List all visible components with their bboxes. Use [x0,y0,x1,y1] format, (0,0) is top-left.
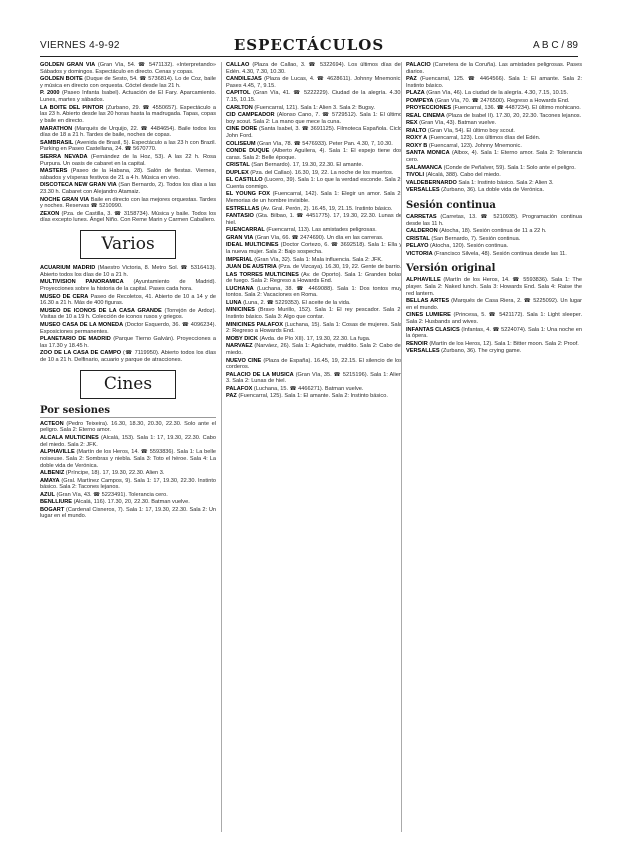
listing-name: MASTERS [40,168,68,175]
listing-name: GOLDEN GRAN VIA [40,62,96,68]
listing-name: CALLAO [226,62,250,68]
listing-entry [226,386,402,393]
listing-details: (Plaza de Lucas, 4. ☎ 4628611). Johnny Mnemonic. Pases 4.45, 7, 9.15. [226,76,402,89]
listing-details: (Atocha, 120). Sesión continua. [428,243,509,250]
listing-entry [406,214,582,227]
listing-entry [226,170,402,177]
listing-entry [40,279,216,292]
listing-entry [40,105,216,125]
listing-details: (Gran Vía, 41. ☎ 5222229). Ciudad de la alegría. 4.30, 7.15, 10.15. [226,90,402,104]
listing-details: (Av. de Oporto). Sala 1: Grandes bolas de fuego. Sala 2: Regreso a Howards End. [226,271,402,285]
listing-details: (Luchana, 38. ☎ 4469088). Sala 1: Dos tontos muy tontos. Sala 2: Vacaciones en Roma. [226,285,402,299]
listing-name: INFANTAS CLASICS [406,326,460,333]
listing-entry [226,393,402,400]
listing-name: MUSEO DE ICONOS DE LA CASA GRANDE [40,307,162,314]
listing-name: ROXY B [406,142,428,149]
listing-details: (Gran Vía, 32). Sala 1: Mala influencia. Sala 2: JFK. [252,256,383,263]
listing-entry [40,421,216,434]
listing-name: CID CAMPEADOR [226,112,275,119]
listing-entry [406,298,582,311]
listing-name: PROYECCIONES [406,105,452,112]
listing-entry [406,76,582,89]
listing-name: GRAN VIA [226,234,254,241]
listing-name: TIVOLI [406,172,425,179]
listing-details: (Marqués de Casa Riera, 2. ☎ 5225092). Un lugar en el mundo. [406,298,582,311]
listing-name: REX [406,120,418,127]
listing-name: SANTA MONICA [406,150,450,157]
listing-entry [40,470,216,477]
column-3 [401,62,582,832]
listing-entry [226,62,402,75]
listing-details: (Fuencarral, 125). Sala 1: El amante. Sala 2: Instinto básico. [236,393,388,400]
listing-details: (Parque Tierno Galván). Proyecciones a las 17.30 y 18.45 h. [40,336,216,349]
listing-name: SALAMANCA [406,164,443,171]
listing-entry [40,435,216,448]
listing-details: (San Bernardo). 17, 19.30, 22.30. El amante. [249,162,364,169]
listing-details: (Martín de los Heros, 14. ☎ 5593836). Sala 1: La belle noiseuse. Sala 2: Sombras y niebla. Sala 3: Toto el héroe. Sala 4: La doble vida de Verónica. [40,449,216,469]
listing-entry [40,168,216,181]
listing-name: VERSALLES [406,187,440,194]
listing-name: FANTASIO [226,213,254,220]
listing-details: Baile en directo con las mejores orquestas. Tardes y noches. Reservas ☎ 5210990. [40,196,216,210]
listing-name: MARATHON [40,125,73,132]
listing-name: RIALTO [406,127,427,134]
listing-entry [40,294,216,307]
listing-details: (Pza. del Callao). 16.30, 19, 22. La noche de los muertos. [248,169,394,176]
listing-entry [406,312,582,325]
listing-details: (Gran Vía, 43. ☎ 5223491). Tolerancia cero. [54,491,168,498]
listing-details: (Gran Vía, 70. ☎ 2476500). Regreso a Howards End. [433,97,570,104]
listing-entry [40,154,216,167]
listing-entry [40,140,216,153]
listing-entry [40,336,216,349]
listing-details: (Infantas, 4. ☎ 5224074). Sala 1: Una noche en la ópera. [406,326,582,340]
listing-name: MINICINES PALAFOX [226,321,283,328]
listing-entry [226,343,402,356]
version-original-heading: Versión original [406,263,496,275]
listing-details: (Fuencarral, 123). Los últimos días del Edén. [427,135,541,142]
listing-name: ROXY A [406,135,428,142]
listing-name: MULTIVISION PANORAMICA [40,279,124,286]
header-date: VIERNES 4-9-92 [40,40,120,51]
listing-name: CRISTAL [406,235,430,242]
listing-name: ZEXON [40,210,60,217]
listing-entry [406,128,582,135]
listing-name: NARVAEZ [226,343,253,350]
listing-name: LUCHANA [226,285,254,292]
listing-entry [226,322,402,335]
listing-entry [226,162,402,169]
listing-entry [406,341,582,348]
listing-name: GOLDEN BOITE [40,76,83,83]
listing-entry [40,76,216,89]
column-1 [40,62,216,832]
listing-details: (Maestro Victoria, 8. Metro Sol. ☎ 5316413). Abierto todos los días de 10 a 21 h. [40,265,216,278]
page-number: A B C / 89 [532,40,578,51]
listing-name: PLAZA [406,90,425,97]
listing-name: SAMBRASIL [40,139,74,146]
listing-entry [226,227,402,234]
listing-name: AMAYA [40,477,60,484]
listing-details: (Alberto Aguilera, 4). Sala 1: El espejo tiene dos caras. Sala 2: Belle époque. [226,148,402,161]
listing-entry [406,348,582,355]
listing-details: (Princesa, 5. ☎ 5421172). Sala 1: Light sleeper. Sala 2: Husbands and wives. [406,312,582,326]
listing-details: (Alonso Cano, 7. ☎ 5729512). Sala 1: El último boy scout. Sala 2: La mano que mece la cuna. [226,112,402,125]
listing-details: (Fuencarral, 121). Sala 1: Alien 3. Sala 2: Bugsy. [252,104,375,111]
listing-entry [226,76,402,89]
listing-details: (Pza. de Vizcaya). 16.30, 19, 22. Gente de barrio. [276,264,402,271]
listing-details: (Pza. de Castilla, 3. ☎ 3158734). Música y baile. Todos los días excepto lunes. Ángel Niño. Con Reme Marin y Carmen Caballero. [40,210,216,224]
listing-details: (Santa Isabel, 3. ☎ 3691125). Filmoteca Española. Ciclo John Ford. [226,126,402,140]
listing-entry [406,327,582,340]
listing-name: BOGART [40,506,65,513]
listing-details: (Zurbano, 36). The crying game. [439,348,522,355]
listing-entry [406,180,582,187]
listing-entry [226,191,402,204]
listing-details: (Martín de los Heros, 14. ☎ 5593836). Sala 1: The player. Sala 2: Naked lunch. Sala 3: Howards End. Sala 4: Raise the red lantern. [406,277,582,297]
listing-entry [406,135,582,142]
listing-entry [226,336,402,343]
varios-heading: Varios [80,230,176,259]
listing-name: PAZ [406,76,417,83]
listing-details: (Fuencarral, 142). Sala 1: Elegir un amor. Sala 2: Memorias de un hombre invisible. [226,191,402,205]
listing-entry [406,105,582,112]
listing-entry [226,372,402,385]
listing-name: PALAFOX [226,385,253,392]
listing-name: CONDE DUQUE [226,148,270,155]
listing-details: (Plaza de España). 16.45, 19, 22.15. El silencio de los corderos. [226,357,402,371]
listing-name: CRISTAL [226,162,250,169]
listing-details: (Cardenal Cisneros, 7). Sala 1: 17, 19.30, 22.30. Sala 2: Un lugar en el mundo. [40,506,216,520]
listing-entry [40,308,216,321]
listing-name: CANDILEJAS [226,76,262,83]
listing-name: MINICINES [226,307,255,314]
listing-details: (Fuencarral, 113). Las amistades peligrosas. [264,227,377,234]
listing-entry [406,143,582,150]
listing-name: EL YOUNG FOX [226,191,271,198]
listing-entry [226,307,402,320]
listing-details: (Zurbano, 29. ☎ 4550657). Espectáculo a las 23 h. Abierto desde las 20 horas hasta la madrugada. Tapas, copas y baile en directo. [40,104,216,125]
listing-details: (Atocha, 18). Sesión continua de 11 a 22 h. [437,228,547,235]
listing-name: PAZ [226,393,237,400]
listing-entry [406,228,582,235]
listing-details: (Gran Vía, 78. ☎ 5476933). Peter Pan. 4.30, 7, 10.30. [255,140,393,147]
listing-name: CAPITOL [226,90,251,97]
listing-name: ZOO DE LA CASA DE CAMPO [40,350,122,357]
listing-details: (Fernández de la Hoz, 53). A las 22 h. Rosa Purpura. Un oasis de cabaret en la capital. [40,153,216,167]
listing-entry [406,165,582,172]
listing-details: Paseo de Recoletos, 41. Abierto de 10 a 14 y de 16.30 a 21 h. Más de 400 figuras. [40,293,216,307]
listing-entry [226,141,402,148]
listing-entry [226,257,402,264]
listing-name: IMPERIAL [226,256,253,263]
listing-name: ACTEON [40,420,64,427]
listing-entry [226,126,402,139]
listing-name: DUPLEX [226,169,249,176]
listing-details: (Avenida de Brasil, 5). Espectáculo a las 23 h con Brazil. Parking en Paseo Castellana, 24. ☎ 5670770. [40,139,216,153]
listing-entry [40,265,216,278]
listing-details: (Gran Vía, 35. ☎ 5215196). Sala 1: Alien 3. Sala 2: Lunas de hiel. [226,371,402,385]
cines-heading: Cines [80,370,176,399]
listing-entry [226,148,402,161]
listing-name: VALDEBERNARDO [406,179,457,186]
listing-details: (Fuencarral, 136. ☎ 4487234). El último mohicano. [451,105,581,112]
listing-entry [40,478,216,491]
listing-details: (Fuencarral, 125. ☎ 4464566). Sala 1: El amante. Sala 2: Instinto básico. [406,76,582,89]
listing-entry [406,236,582,243]
listing-name: LUNA [226,299,242,306]
listing-details: (Albox, 4). Sala 1: Eterno amor. Sala 2: Tolerancia cero. [406,150,582,164]
listing-name: ALBENIZ [40,470,65,477]
listing-details: (Torrejón de Ardoz). Visitas de 10 a 19 h. Colección de iconos rusos y griegos. [40,307,216,321]
listing-name: COLISEUM [226,140,256,147]
listing-entry [406,98,582,105]
listing-name: EL CASTILLO [226,177,263,184]
listing-name: CALDERON [406,228,438,235]
listing-name: MUSEO DE CERA [40,293,89,300]
listing-entry [406,62,582,75]
listing-entry [406,277,582,297]
listing-details: (☎ 7119950). Abierto todos los días de 10 a 21 h. Delfinario, acuario y parque de atracciones. [40,350,216,364]
listing-name: AZUL [40,491,55,498]
listing-entry [40,499,216,506]
listing-entry [226,358,402,371]
listing-details: (Luna, 2. ☎ 5229353). El aceite de la vida. [241,299,351,306]
listing-details: (Gta. Bilbao, 1. ☎ 4451775). 17, 19.30, 22.30. Lunas de hiel. [226,213,402,226]
listing-entry [406,172,582,179]
listing-entry [406,120,582,127]
listing-entry [226,112,402,125]
listing-entry [226,206,402,213]
listing-name: ALPHAVILLE [406,277,441,284]
listing-details: (Luchana, 15). Sala 1: Cosas de mujeres. Sala 2: Regreso a Howards End. [226,321,402,335]
listing-details: (Gral. Martínez Campos, 9). Sala 1: 17, 19.30, 22.30. Instinto básico. Sala 2: Tacones lejanos. [40,477,216,491]
listing-name: PALACIO DE LA MUSICA [226,371,294,378]
listing-details: (Príncipe, 18). 17, 19.30, 22.30. Alien 3. [64,470,165,477]
listing-name: FUENCARRAL [226,227,265,234]
listing-entry [226,177,402,190]
listing-entry [40,197,216,210]
listing-entry [40,322,216,335]
listing-name: VICTORIA [406,250,433,257]
listing-details: (Carretas, 13. ☎ 5210935). Programación continua desde las 11 h. [406,213,582,227]
listing-details: (Bravo Murillo, 152). Sala 1: El rey pescador. Sala 2: Instinto básico. Sala 3: Algo que contar. [226,307,402,321]
listing-entry [406,243,582,250]
listing-entry [406,187,582,194]
listing-details: (Paseo de la Habana, 28). Salón de fiestas. Viernes, sábados y vísperas festivos de 21 a 4 h. Música en vivo. [40,168,216,181]
listing-entry [40,126,216,139]
listing-details: (Alcalá, 388). Cabo del miedo. [424,172,501,179]
listing-name: BELLAS ARTES [406,298,450,305]
listing-details: (San Bernardo, 7). Sesión continua. [429,235,521,242]
listing-name: REAL CINEMA [406,112,445,119]
listing-name: LAS TORRES MULTICINES [226,271,299,278]
listing-name: P. 2000 [40,90,60,97]
column-2 [221,62,402,832]
listing-entry [406,113,582,120]
listing-entry [226,300,402,307]
listing-name: BENLLIURE [40,499,73,506]
listing-entry [40,62,216,75]
listing-details: (Doctor Esquerdo, 36. ☎ 4096234). Exposiciones permanentes. [40,321,216,335]
listing-entry [40,90,216,103]
listing-name: NOCHE GRAN VIA [40,196,90,203]
listing-details: (Ayuntamiento de Madrid). Proyecciones sobre la historia de la capital. Pases cada hora. [40,279,216,293]
listing-name: CARRETAS [406,213,437,220]
listing-details: (Gran Vía, 54). El último boy scout. [426,127,515,134]
listing-details: (Duque de Sesto, 54. ☎ 5736814). Lo de Coz, baile y música en directo con orquesta. Cóctel desde las 21 h. [40,76,216,89]
listing-name: ESTRELLAS [226,205,260,212]
listing-details: (Carretera de la Coruña). Las amistades peligrosas. Pases diarios. [406,62,582,75]
listing-details: (Doctor Cortezo, 6. ☎ 3692518). Sala 1: Ella y la nueva mujer. Sala 2: Bajo sospecha. [226,242,402,256]
listing-details: Sala 1: Instinto básico. Sala 2: Alien 3. [456,179,554,186]
listing-details: (Alcalá, 153). Sala 1: 17, 19.30, 22.30. Cabo del miedo. Sala 2: JFK. [40,434,216,448]
listing-name: POMPEYA [406,97,434,104]
listing-details: (Fuencarral, 123). Johnny Mnemonic. [427,142,522,149]
listing-name: ALPHAVILLE [40,449,75,456]
listing-details: (Francisco Silvela, 48). Sesión continua desde las 11. [432,250,567,257]
listing-details: (Av. Gral. Perón, 2). 16.45, 19, 21.15. Instinto básico. [259,205,393,212]
listing-details: (Gran Vía, 54. ☎ 5471132). «Interpretando» Sábados y domingos. Espectáculo en directo. Cenas y copas. [40,62,216,75]
listing-entry [406,150,582,163]
listing-details: (Zurbano, 36). La doble vida de Verónica. [439,187,545,194]
listing-name: NUEVO CINE [226,357,262,364]
listing-name: LA BOITE DEL PINTOR [40,104,104,111]
listing-entry [226,213,402,226]
listing-details: (Plaza de Isabel II). 17.30, 20, 22.30. Tacones lejanos. [444,112,582,119]
listing-details: (Gran Vía, 46). La ciudad de la alegría. 4.30, 7.15, 10.15. [424,90,569,97]
listing-entry [40,182,216,195]
listing-entry [226,272,402,285]
listing-entry [226,286,402,299]
listing-entry [40,449,216,469]
listing-details: (Gran Vía, 66. ☎ 2474690). Un día en las carreras. [253,234,384,241]
listing-entry [40,507,216,520]
listing-entry [40,350,216,363]
listing-name: ALCALA MULTICINES [40,434,99,441]
listing-entry [226,264,402,271]
listing-entry [226,235,402,242]
listing-details: (Pedro Teixeira). 16.30, 18.30, 20.30, 22.30. Solo ante el peligro. Sala 2: Eterno amor. [40,420,216,434]
listing-details: (San Bernardo, 2). Todos los días a las 23.30 h. Cabaret con Alejandro Atamaiz. [40,182,216,196]
por-sesiones-heading: Por sesiones [40,405,216,418]
listing-details: (Alcalá, 116). 17.30, 20, 22.30. Batman vuelve. [72,499,190,506]
listing-name: MOBY DICK [226,335,258,342]
listing-details: (Plaza de Callao, 3. ☎ 5322694). Los últimos días del Edén. 4.30, 7.30, 10.30. [226,62,402,75]
listing-entry [406,251,582,258]
listing-name: CARLTON [226,104,253,111]
listing-details: (Gran Vía, 43). Batman vuelve. [417,120,497,127]
listing-details: (Paseo Infanta Isabel). Actuación de El Fary. Aparcamiento. Lunes, martes y sábados. [40,90,216,104]
listing-name: MUSEO CASA DE LA MONEDA [40,321,124,328]
listing-entry [40,492,216,499]
section-title: ESPECTÁCULOS [233,36,385,54]
listing-details: (Martín de los Heros, 12). Sala 1: Bitter moon. Sala 2: Proof. [427,340,579,347]
listing-entry [406,90,582,97]
listing-name: DISCOTECA NEW GRAN VIA [40,182,117,189]
listing-entry [226,105,402,112]
listing-entry [226,242,402,255]
listing-details: (Avda. de Pío XII). 17, 19.30, 22.30. La fuga. [257,335,371,342]
listing-name: RENOIR [406,340,428,347]
listing-name: JUAN DE AUSTRIA [226,264,277,271]
listing-details: (Luchana, 15. ☎ 4466271). Batman vuelve. [252,385,364,392]
listing-details: (Narváez, 26). Sala 1: Agáchate, maldito. Sala 2: Cabo del miedo. [226,343,402,357]
listing-details: (Conde de Peñalver, 59). Sala 1: Solo ante el peligro. [442,164,576,171]
listing-name: ACUARIUM MADRID [40,265,96,272]
listing-name: SIERRA NEVADA [40,153,88,160]
listing-name: PALACIO [406,62,431,68]
listing-name: PLANETARIO DE MADRID [40,336,111,343]
listing-entry [226,90,402,103]
listing-details: (Lucero, 39). Sala 1: Lo que la verdad esconde. Sala 2: Cuenta conmigo. [226,177,402,190]
listing-entry [40,211,216,224]
listing-name: VERSALLES [406,348,440,355]
sesion-continua-heading: Sesión continua [406,199,496,211]
listing-name: PELAYO [406,243,429,250]
page-header [40,36,578,57]
listing-details: (Marqués de Urquijo, 22. ☎ 4484654). Baile todos los días de 18 a 21 h. Tardes de baile, noches de copas. [40,125,216,139]
listing-name: CINES LUMIERE [406,312,451,319]
listing-name: CINE DORE [226,126,258,133]
listing-name: IDEAL MULTICINES [226,242,279,249]
